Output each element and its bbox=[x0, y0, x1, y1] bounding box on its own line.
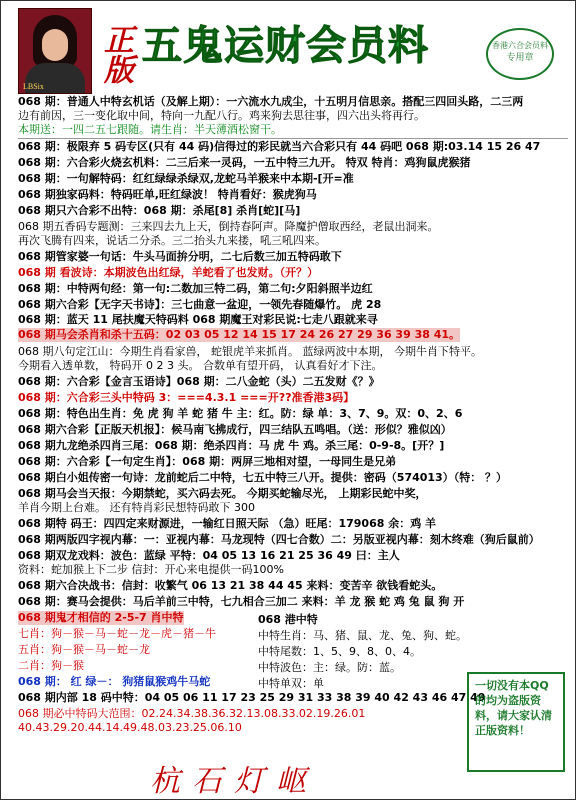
row-big-range: 068 期必中特码大范围：02.24.34.38.36.32.13.08.33.02.19.26.01 bbox=[18, 707, 366, 720]
row-three-heads: 068 期：六合彩三头中特码 3：===4.3.1 ===开??准香港3码】 bbox=[18, 391, 355, 404]
row-two-editions: 068 期两版四字视内幕：一：亚视内幕：马龙现特（四七合数）二：另版亚视内幕：刻木终难（狗后鼠前） bbox=[18, 533, 540, 546]
row-two-zodiac: 二肖：狗－猴 bbox=[18, 659, 84, 672]
hk-block-title: 068 港中特 bbox=[258, 613, 318, 626]
row-blue-sky: 068 期：蓝天 11 尾扶魔天特码料 068 期魔王对彩民说:七走八跟就来寻 bbox=[18, 313, 378, 326]
row-seven-zodiac: 七肖：狗－猴－马－蛇－龙－虎－猪－牛 bbox=[18, 627, 216, 640]
page-header bbox=[0, 0, 578, 92]
row-special-zodiac: 068 期：特色出生肖：免 虎 狗 羊 蛇 猪 牛 主：红。防：绿 单：3、7、9。双：0、2、6 bbox=[18, 407, 463, 420]
row-nine-dragon: 068 期九龙绝杀四肖三尾：068 期：绝杀四肖：马 虎 牛 鸡。杀三尾：0-9-8。[开？] bbox=[18, 439, 445, 452]
seal-bottom-text: 专用章 bbox=[506, 53, 534, 63]
photo-caption: LBSix bbox=[23, 82, 44, 91]
row-five-fragrance-cont: 再次飞腾有四来，说话二分杀。三二抬头九来搂，吼三吼四来。 bbox=[18, 234, 326, 247]
row-ordinary-prophecy-cont: 边有前因，三一变化取中间，特向一九配八行。鸡来狗去思往事，四六出头将再行。 bbox=[18, 109, 425, 122]
row-wave-poem: 068 期 看波诗：本期波色出红绿，羊蛇看了也发财。（开？） bbox=[18, 266, 319, 279]
row-kill-five bbox=[18, 140, 540, 154]
row-double-dragon: 068 期双龙戏料：波色：蓝绿 平特：04 05 13 16 21 25 36 49 曰：主人 bbox=[18, 549, 400, 562]
row-two-sentences: 068 期：中特两句经：第一句:二数加三特二码，第二句:夕阳斜照半边红 bbox=[18, 282, 373, 295]
row-eight-sentences-cont: 今期看入透单数， 特码开 0 2 3 头。 合数单有望开码， 认真看好才下注。 bbox=[18, 359, 383, 372]
row-kill-five-text: 068 期：极限弃 5 码专区(只有 44 码)信得过的彩民就当六合彩只有 44 码吧 068 期:03.14 15 26 47 bbox=[18, 140, 541, 153]
hk-line-odd-even: 中特单双：单 bbox=[258, 677, 324, 690]
row-fire-code: 068 期：六合彩火烧玄机料：二三后来一灵码，一五中特三九开。 特双 特肖：鸡狗鼠虎猴猪 bbox=[18, 156, 471, 169]
hk-line-zodiac: 中特生肖：马、猪、鼠、龙、兔、狗、蛇。 bbox=[258, 629, 467, 642]
row-horse-club: 068 期：赛马会提供：马后羊前三中特，七九相合三加二 来料：羊 龙 猴 蛇 鸡 兔 鼠 狗 开 bbox=[18, 595, 465, 608]
bottom-signature: 杭石灯岖 bbox=[150, 764, 318, 799]
row-exclusive: 068 期独家码料：特码旺单,旺红绿波！ 特肖看好：猴虎狗马 bbox=[18, 188, 317, 201]
row-kill-fifteen: 068 期马会杀肖和杀十五码：02 03 05 12 14 15 17 24 26 27 29 36 39 38 41。 bbox=[18, 328, 461, 341]
row-big-range-cont: 40.43.29.20.44.14.49.48.03.23.25.06.10 bbox=[18, 721, 242, 734]
row-miss-bai: 068 期白小姐传密一句诗：龙前蛇后二中特，七五中特三八开。提供：密码（574013）（特： ？） bbox=[18, 471, 508, 484]
row-golden-words: 068 期：六合彩【金言玉语诗】068 期：二八金蛇（头）二五发财《？》 bbox=[18, 375, 380, 388]
seal-stamp bbox=[486, 28, 554, 80]
row-five-fragrance: 068 期五香码专题测：三来四去九上天，倒持春阿声。降魔护僧取西经，老鼠出洞来。 bbox=[18, 220, 439, 233]
divider bbox=[18, 138, 568, 139]
row-jockey-report-cont: 羊肖今期上台难。 还有特肖彩民想特码敢下 300 bbox=[18, 501, 255, 514]
row-jockey-report: 068 期马会当天报：今期禁蛇，买六码去死。 今期买蛇输尽光， 上期彩民蛇中奖， bbox=[18, 487, 427, 500]
row-one-zodiac: 068 期：六合彩【一句定生肖】：068 期：两屏三地相对望，一母同生是兄弟 bbox=[18, 455, 397, 468]
hk-line-wave: 中特波色：主：绿。防：蓝。 bbox=[258, 661, 401, 674]
row-red-green: 068 期： 红 绿－： 狗猪鼠猴鸡牛马蛇 bbox=[18, 675, 211, 688]
row-ordinary-prophecy: 068 期：普通人中特玄机话（及解上期）：一六流水九成尘，十五明月信思亲。搭配三四回头路，二三两 bbox=[18, 95, 524, 108]
anti-piracy-text: 一切没有本QQ 的均为盗版资料，请大家认清正版资料！ bbox=[475, 679, 552, 737]
anti-piracy-notice bbox=[467, 672, 565, 772]
photo-face bbox=[42, 29, 68, 61]
row-housekeeper: 068 期管家婆一句话：牛头马面拚分明，二七后数三加五特码敢下 bbox=[18, 250, 342, 263]
row-eighteen-codes: 068 期内部 18 码中特：04 05 06 11 17 23 25 29 31 33 38 39 40 42 43 46 47 49 bbox=[18, 691, 486, 704]
row-code-king: 068 期特 码王：四四定来财源进，一输红日照天际 （急）旺尾：179068 余：鸡 羊 bbox=[18, 517, 437, 530]
row-decisive-letter: 068 期六合决战书：信封：收繁气 06 13 21 38 44 45 来料：变苦辛 欲钱看蛇头。 bbox=[18, 579, 443, 592]
side-title: 正版 bbox=[98, 24, 133, 84]
row-heavenly-book: 068 期六合彩【无字天书诗】：三七曲意一盆迎，一领先春随爆竹。 虎 28 bbox=[18, 298, 382, 311]
row-genuine-report: 068 期六合彩【正版天机报】：候马南飞拂成行，四三结队五鸣唱。（送：形似？雅似凶） bbox=[18, 423, 452, 436]
page-title: 五鬼运财会员料 bbox=[142, 23, 429, 69]
host-photo bbox=[18, 8, 92, 94]
row-bonus: 本期送：一四二五七跟随。请生肖：半天薄酒松窗干。 bbox=[18, 123, 282, 136]
row-five-zodiac: 五肖：狗－猴－马－蛇－龙 bbox=[18, 643, 150, 656]
seal-top-text: 香港六合会员料 bbox=[492, 41, 548, 50]
row-eight-sentences: 068 期八句定江山：今期生肖看家兽， 蛇银虎羊来抓肖。 蓝绿两波中本期， 今期牛肖下特平。 bbox=[18, 345, 482, 358]
row-double-dragon-cont: 资料：蛇加猴上下二步 信封：开心来电提供一码100% bbox=[18, 563, 284, 576]
hk-line-tail: 中特尾数：1、5、9、8、0、4。 bbox=[258, 645, 421, 658]
row-one-sentence: 068 期：一句解特码：红红绿绿杀绿双,龙蛇马羊猴来中本期-[开=准 bbox=[18, 172, 354, 185]
row-only-lottery: 068 期只六合彩不出特：068 期：杀尾[8] 杀肖[蛇][马] bbox=[18, 204, 301, 217]
row-ghost-title: 068 期鬼才相信的 2-5-7 肖中特 bbox=[18, 611, 184, 624]
